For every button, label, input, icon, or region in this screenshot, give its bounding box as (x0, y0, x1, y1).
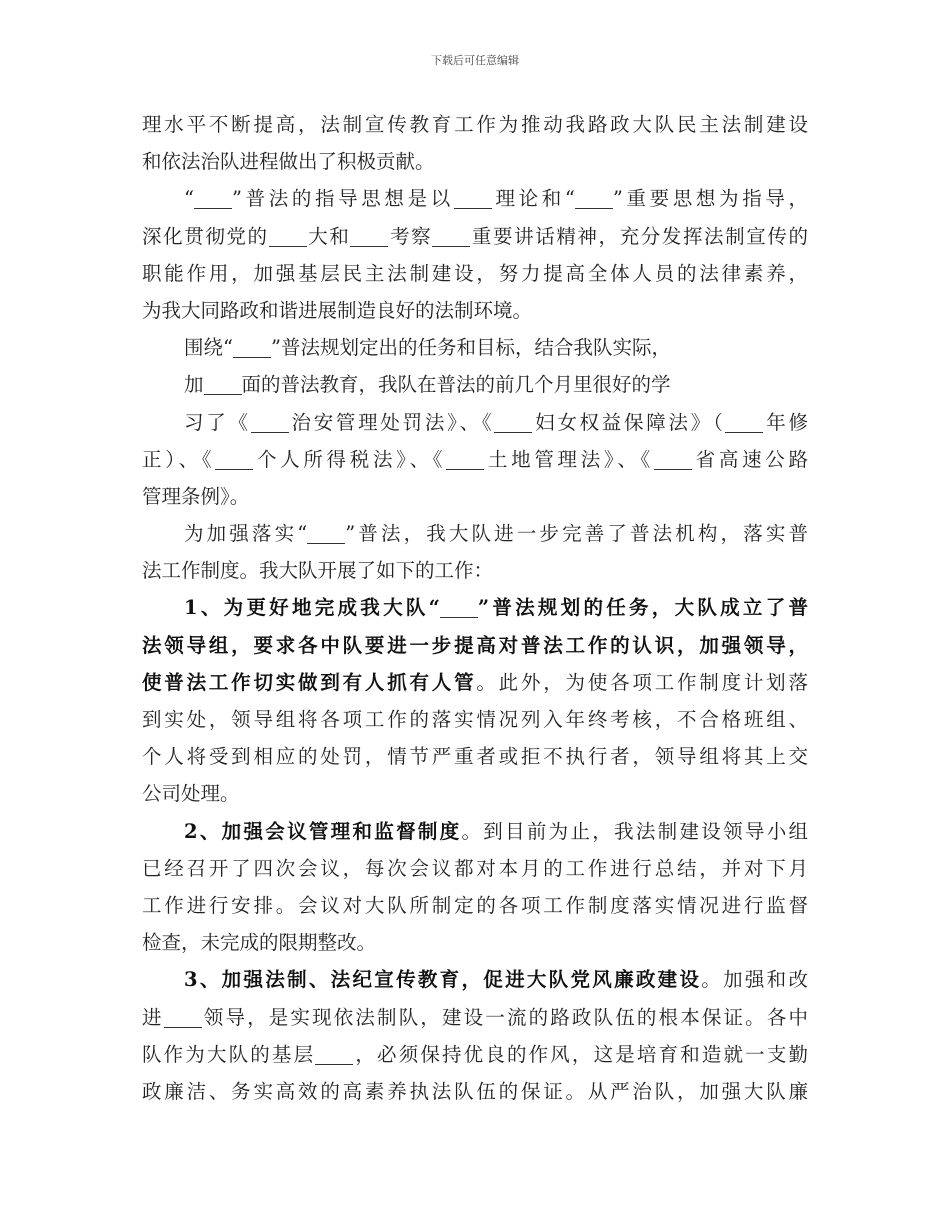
text-line (142, 887, 808, 924)
text-segment: 理水平不断提高，法制宣传教育工作为推动我路政大队民主法制建设 (142, 113, 808, 136)
text-line (142, 180, 808, 217)
text-line (142, 515, 808, 552)
blank-underline (233, 335, 271, 358)
text-segment: 大和 (306, 224, 351, 248)
text-segment: 年修 (763, 410, 808, 434)
text-line (142, 366, 808, 403)
bold-text: 1、为更好地完成我大队“ (184, 596, 440, 620)
text-segment: 妇女权益保障法》（ (532, 410, 726, 434)
text-segment: 工作进行安排。会议对大队所制定的各项工作制度落实情况进行监督 (142, 893, 808, 917)
text-line (142, 441, 808, 478)
text-segment: 面的普法教育，我队在普法的前几个月里很好的学 (241, 373, 671, 397)
text-segment: 深化贯彻党的 (142, 224, 269, 248)
blank-underline (654, 447, 692, 470)
text-line (142, 404, 808, 441)
text-line (142, 478, 808, 515)
page-header: 下载后可任意编辑 (431, 54, 519, 67)
text-segment: 管理条例》。 (142, 484, 250, 508)
blank-underline (307, 521, 345, 544)
text-segment: 省高速公路 (691, 447, 808, 471)
blank-underline (164, 1005, 202, 1028)
text-segment: 法工作制度。我大队开展了如下的工作： (142, 559, 494, 583)
blank-underline (204, 372, 242, 395)
text-segment: 为我大同路政和谐进展制造良好的法制环境。 (142, 298, 533, 322)
text-segment: 检查，未完成的限期整改。 (142, 931, 377, 955)
bold-text: 使普法工作切实做到有人抓有人管 (142, 670, 477, 694)
text-segment: 公司处理。 (142, 782, 240, 806)
blank-underline (215, 447, 253, 470)
blank-underline (350, 224, 388, 247)
text-segment: 。加强和改 (701, 968, 808, 992)
text-line (142, 552, 808, 589)
text-line (142, 292, 808, 329)
blank-underline (454, 186, 492, 209)
text-line (142, 775, 808, 812)
text-segment: 。到目前为止，我法制建设领导小组 (461, 819, 808, 843)
text-segment: ，必须保持优良的作风，这是培育和造就一支勤 (353, 1042, 808, 1066)
text-segment: 习了《 (184, 410, 251, 434)
text-line (142, 664, 808, 701)
blank-underline (575, 186, 613, 209)
text-line (142, 627, 808, 664)
text-line (142, 1036, 808, 1073)
text-segment: 领导，是实现依法制队，建设一流的路政队伍的根本保证。各中 (201, 1005, 808, 1029)
text-line (142, 999, 808, 1036)
document-body (142, 106, 808, 1110)
text-segment: 为加强落实“ (184, 522, 308, 546)
bold-text: 2、加强会议管理和监督制度 (184, 819, 462, 843)
text-line (142, 961, 808, 998)
text-segment: “ (184, 187, 194, 211)
text-line (142, 218, 808, 255)
blank-underline (494, 410, 532, 433)
bold-text: 3、加强法制、法纪宣传教育，促进大队党风廉政建设 (184, 968, 702, 992)
text-segment: 治安管理处罚法》、《 (288, 410, 495, 434)
bold-text: ”普法规划的任务，大队成立了普 (477, 596, 808, 620)
text-line (142, 813, 808, 850)
text-line (142, 1073, 808, 1110)
text-line (142, 255, 808, 292)
text-segment: 进 (142, 1005, 164, 1029)
text-segment: ”普法，我大队进一步完善了普法机构，落实普 (345, 522, 808, 546)
text-line (142, 850, 808, 887)
text-line (142, 143, 808, 180)
text-segment: 个人将受到相应的处罚，情节严重者或拒不执行者，领导组将其上交 (142, 745, 808, 769)
text-segment: 土地管理法》、《 (484, 447, 654, 471)
text-segment: 加 (184, 373, 204, 397)
text-segment: 考察 (388, 224, 433, 248)
text-segment: 理论和“ (491, 187, 575, 211)
text-segment: ”普法规划定出的任务和目标，结合我队实际， (270, 336, 671, 360)
blank-underline (432, 224, 470, 247)
text-line (142, 106, 808, 143)
text-segment: 围绕“ (184, 336, 233, 360)
blank-underline (725, 410, 763, 433)
bold-text: 法领导组，要求各中队要进一步提高对普法工作的认识，加强领导， (142, 633, 808, 657)
blank-underline (194, 186, 232, 209)
text-segment: ”重要思想为指导， (612, 187, 808, 211)
blank-underline (440, 595, 478, 618)
text-segment: 正）、《 (142, 447, 216, 471)
blank-underline (315, 1042, 353, 1065)
text-segment: 队作为大队的基层 (142, 1042, 316, 1066)
text-segment: 重要讲话精神，充分发挥法制宣传的 (470, 224, 808, 248)
text-line (142, 589, 808, 626)
text-segment: 。此外，为使各项工作制度计划落 (476, 670, 808, 694)
text-line (142, 924, 808, 961)
text-segment: ”普法的指导思想是以 (231, 187, 454, 211)
text-segment: 职能作用，加强基层民主法制建设，努力提高全体人员的法律素养， (142, 261, 808, 285)
blank-underline (251, 410, 289, 433)
blank-underline (269, 224, 307, 247)
text-line (142, 329, 808, 366)
text-line (142, 701, 808, 738)
text-segment: 政廉洁、务实高效的高素养执法队伍的保证。从严治队，加强大队廉 (142, 1079, 808, 1103)
blank-underline (446, 447, 484, 470)
text-segment: 到实处，领导组将各项工作的落实情况列入年终考核，不合格班组、 (142, 708, 808, 731)
text-segment: 已经召开了四次会议，每次会议都对本月的工作进行总结，并对下月 (142, 856, 808, 880)
text-line (142, 738, 808, 775)
text-segment: 和依法治队进程做出了积极贡献。 (142, 150, 435, 174)
text-segment: 个人所得税法》、《 (253, 447, 447, 471)
